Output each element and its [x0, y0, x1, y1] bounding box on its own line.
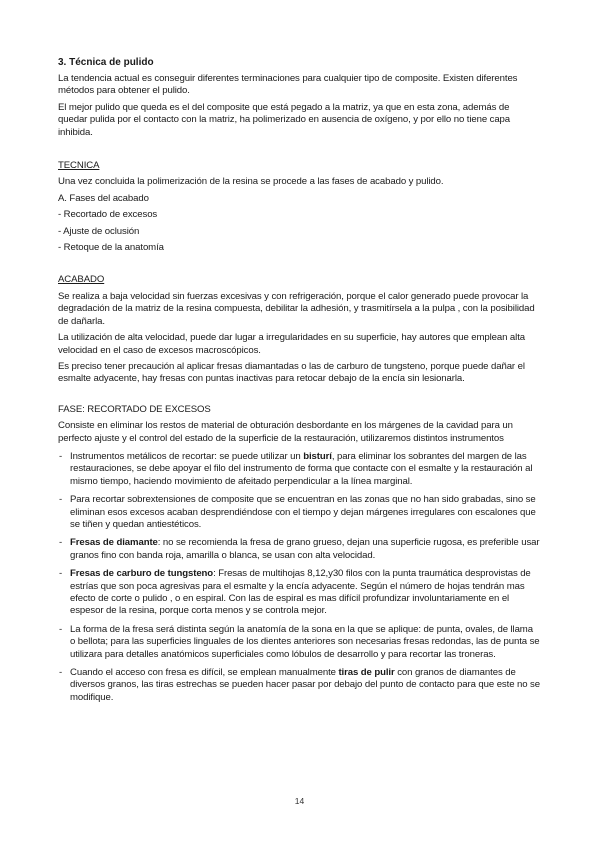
paragraph: La utilización de alta velocidad, puede dar lugar a irregularidades en su superficie, hay autores que emplean alta velocidad en el caso de excesos macroscópicos. [58, 332, 525, 356]
list-item: - Recortado de excesos [58, 209, 158, 221]
instrument-list [58, 451, 540, 704]
paragraph: Es preciso tener precaución al aplicar fresas diamantadas o las de carburo de tungsteno, porque puede dañar el esmalte adyacente, hay fresas con puntas inactivas para retocar debajo de la encía sin lesionarla. [58, 360, 525, 385]
page-number: 14 [294, 796, 305, 806]
heading-tecnica: TECNICA [58, 160, 100, 172]
heading-acabado: ACABADO [58, 274, 105, 286]
list-item: - Cuando el acceso con fresa es difícil, se emplean manualmente tiras de pulir con granos de diamantes de diversos granos, las tiras estrechas se pueden hacer pasar por debajo del punto de contacto para que este no se modifique. [58, 667, 540, 704]
paragraph: Se realiza a baja velocidad sin fuerzas excesivas y con refrigeración, porque el calor generado puede provocar la degradación de la matriz de la resina compuesta, debilitar la adhesión, y trasmitírsela a la pulpa , con la posibilidad de dañarla. [58, 290, 535, 327]
list-item: - Ajuste de oclusión [58, 225, 140, 237]
list-item: - Instrumentos metálicos de recortar: se puede utilizar un bisturí, para eliminar los sobrantes del margen de las restauraciones, se debe apoyar el filo del instrumento de forma que contacte con el esmalte y la restauración al mismo tiempo, haciendo movimiento de afeitado perpendicular a la línea marginal. [58, 451, 540, 488]
list-item: - La forma de la fresa será distinta según la anatomía de la sona en la que se aplique: de punta, ovales, de llama o bellota; para las superficies linguales de los dientes anteriores son necesarias fresas redondas, las de punta se utilizara para detalles anatómicos superficiales como lóbulos de desarrollo y para recortar las troneras. [58, 624, 540, 661]
list-item: - Fresas de carburo de tungsteno: Fresas de multihojas 8,12,y30 filos con la punta traumática desprovistas de estrías que son poca agresivas para el esmalte y la encía adyacente. Según el número de hojas tendrán mas efecto de corte o pulido , o en espiral. Con las de espiral es mas difícil profundizar involuntariamente en el espesor de la resina, porque corta menos y se controla mejor. [58, 568, 540, 618]
list-title: A. Fases del acabado [58, 192, 149, 204]
list-item: - Fresas de diamante: no se recomienda la fresa de grano grueso, dejan una superficie rugosa, es preferible usar granos fino con banda roja, amarilla o blanca, se usan con alta velocidad. [58, 537, 540, 562]
list-item: - Para recortar sobrextensiones de composite que se encuentran en las zonas que no han sido grabadas, sino se eliminan esos excesos acaban desprendiéndose con el tiempo y dejan márgenes irregulares con escalones que se tiñen y quedan antiestéticos. [58, 494, 540, 531]
heading-fase: FASE: RECORTADO DE EXCESOS [58, 403, 211, 415]
paragraph: El mejor pulido que queda es el del composite que está pegado a la matriz, ya que en esta zona, además de quedar pulida por el contacto con la matriz, ha polimerizado en ausencia de oxígeno, y por ello no tiene capa inhibida. [58, 101, 511, 138]
section-title: 3. Técnica de pulido [58, 57, 154, 68]
paragraph: Consiste en eliminar los restos de material de obturación desbordante en los márgenes de la cavidad para un perfecto ajuste y el control del estado de la superficie de la restauración, utilizaremos distintos instrumentos [58, 420, 513, 444]
paragraph: Una vez concluida la polimerización de la resina se procede a las fases de acabado y pulido. [58, 176, 444, 188]
document-page [58, 56, 540, 704]
paragraph: La tendencia actual es conseguir diferentes terminaciones para cualquier tipo de composite. Existen diferentes métodos para obtener el pulido. [58, 73, 518, 97]
list-item: - Retoque de la anatomía [58, 242, 164, 254]
